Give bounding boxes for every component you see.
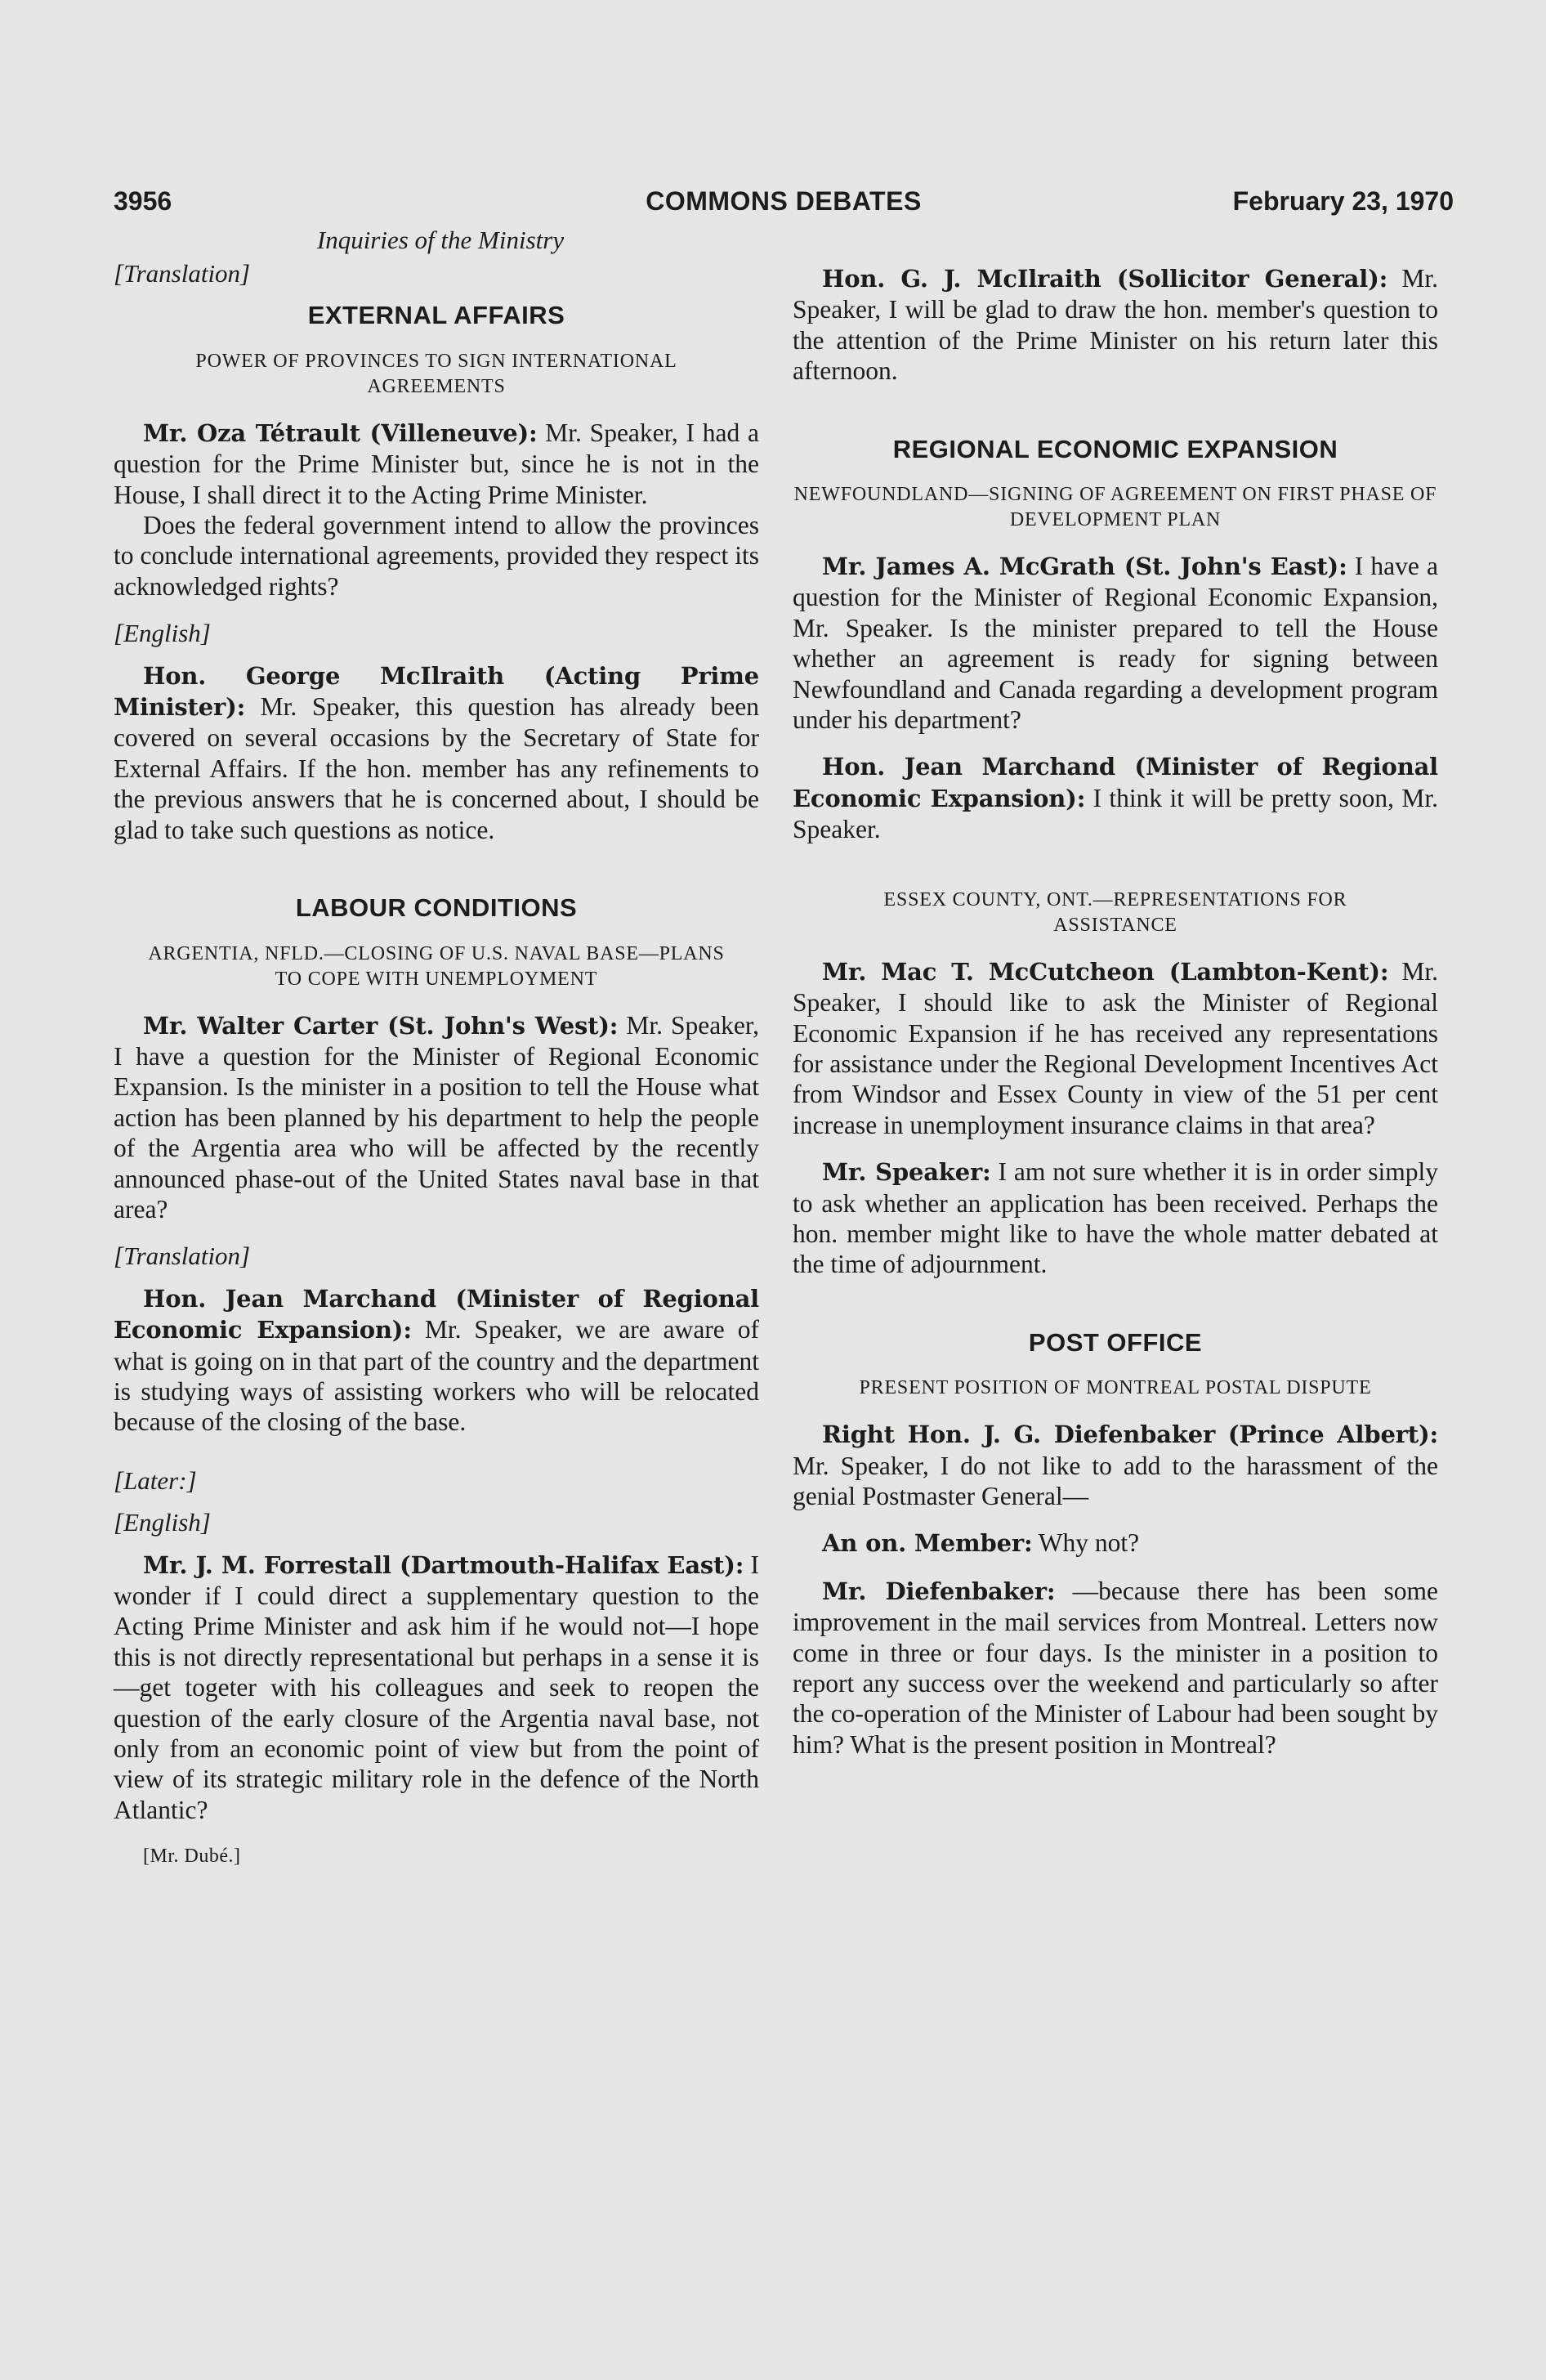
page-footer: [Mr. Dubé.] <box>143 1845 241 1868</box>
publication-title: COMMONS DEBATES <box>646 186 922 216</box>
paragraph <box>793 751 1438 844</box>
speaker-name: Mr. Walter Carter (St. John's West): <box>143 1011 619 1040</box>
paragraph-text: Does the federal government intend to allow the provinces to conclude international agreements, provided they respect its acknowledged rights? <box>114 511 759 601</box>
language-note: [English] <box>114 1508 211 1537</box>
paragraph-text: Mr. Speaker, we are aware of what is going on in that part of the country and the department is studying ways of assisting workers who will be relocated because of the closing of the base. <box>114 1315 760 1437</box>
paragraph-text: I think it will be pretty soon, Mr. Speaker. <box>793 783 1438 844</box>
page-number: 3956 <box>114 186 172 216</box>
paragraph <box>793 1576 1438 1760</box>
paragraph <box>114 1283 759 1438</box>
paragraph <box>114 1010 759 1225</box>
paragraph-text: Mr. Speaker, I had a question for the Prime Minister but, since he is not in the House, I shall direct it to the Acting Prime Minister. <box>114 418 759 509</box>
section-heading: LABOUR CONDITIONS <box>295 893 578 923</box>
paragraph <box>114 510 759 602</box>
speaker-name: Mr. Mac T. McCutcheon (Lambton-Kent): <box>822 957 1389 986</box>
paragraph <box>793 956 1438 1140</box>
paragraph-text: Mr. Speaker, I have a question for the Minister of Regional Economic Expansion. Is the minister in a position to tell the House what action has been planned by his department to help the people of the Argentia area who will be affected by the recently announced phase-out of the United States naval base in that area? <box>114 1010 760 1224</box>
speaker-name: Mr. J. M. Forrestall (Dartmouth-Halifax East): <box>143 1550 744 1579</box>
paragraph-text: Mr. Speaker, I do not like to add to the harassment of the genial Postmaster General— <box>793 1451 1438 1510</box>
section-heading: REGIONAL ECONOMIC EXPANSION <box>892 434 1338 463</box>
paragraph <box>793 1419 1438 1511</box>
speaker-name: Hon. George McIlraith (Acting Prime Minister): <box>114 661 759 722</box>
paragraph-text: I have a question for the Minister of Regional Economic Expansion, Mr. Speaker. Is the minister prepared to tell the House whether an agreement is ready for signing between Newfoundland and Canada regarding a development program under his department? <box>793 552 1439 735</box>
language-note: [English] <box>114 619 211 648</box>
paragraph-text: Why not? <box>1032 1528 1140 1558</box>
paragraph <box>793 1528 1438 1559</box>
paragraph <box>793 263 1438 387</box>
paragraph-text: Mr. Speaker, this question has already been covered on several occasions by the Secretary of State for External Affairs. If the hon. member has any refinements to the previous answers that he is concerned about, I should be glad to take such questions as notice. <box>114 692 759 844</box>
section-heading: POST OFFICE <box>1028 1327 1203 1357</box>
speaker-name: Right Hon. J. G. Diefenbaker (Prince Albert): <box>822 1420 1438 1449</box>
paragraph <box>793 1156 1438 1280</box>
speaker-name: Mr. Oza Tétrault (Villeneuve): <box>143 418 538 447</box>
speaker-name: Mr. Diefenbaker: <box>822 1577 1056 1605</box>
paragraph <box>114 418 759 510</box>
paragraph-text: Mr. Speaker, I should like to ask the Minister of Regional Economic Expansion if he has received any representations for assistance under the Regional Development Incentives Act from Windsor and Essex County in view of the 51 per cent increase in unemployment insurance claims in that area? <box>793 956 1439 1139</box>
paragraph-text: I am not sure whether it is in order simply to ask whether an application has been received. Perhaps the hon. member might like to have the whole matter debated at the time of adjournment. <box>793 1157 1438 1279</box>
paragraph-text: I wonder if I could direct a supplementary question to the Acting Prime Minister and ask him if he would not—I hope this is not directly representational but perhaps in a sense it is—get togeter with his colleagues and seek to reopen the question of the early closure of the Argentia naval base, not only from an economic point of view but from the point of view of its strategic military role in the defence of the North Atlantic? <box>114 1550 759 1824</box>
paragraph <box>114 660 759 845</box>
speaker-name: Mr. James A. McGrath (St. John's East): <box>822 552 1347 581</box>
speaker-name: Mr. Speaker: <box>822 1158 991 1187</box>
language-note: [Later:] <box>114 1465 197 1495</box>
running-head: Inquiries of the Ministry <box>316 226 565 254</box>
section-heading: EXTERNAL AFFAIRS <box>307 301 565 330</box>
paragraph <box>114 1550 759 1826</box>
publication-date: February 23, 1970 <box>1232 186 1454 216</box>
language-note: [Translation] <box>114 1241 251 1271</box>
subheading: PRESENT POSITION OF MONTREAL POSTAL DISPUTE <box>859 1377 1372 1399</box>
paragraph-text: Mr. Speaker, I will be glad to draw the hon. member's question to the attention of the Prime Minister on his return later this afternoon. <box>793 264 1438 386</box>
speaker-name: Hon. Jean Marchand (Minister of Regional Economic Expansion): <box>793 753 1438 812</box>
subheading: ESSEX COUNTY, ONT.—REPRESENTATIONS FOR ASSISTANCE <box>883 888 1347 936</box>
paragraph <box>793 551 1438 735</box>
subheading: NEWFOUNDLAND—SIGNING OF AGREEMENT ON FIRST PHASE OF DEVELOPMENT PLAN <box>793 484 1437 531</box>
speaker-name: Hon. Jean Marchand (Minister of Regional Economic Expansion): <box>114 1284 759 1344</box>
language-note: [Translation] <box>114 259 251 288</box>
speaker-name: Hon. G. J. McIlraith (Sollicitor General): <box>822 265 1388 293</box>
paragraph-text: —because there has been some improvement in the mail services from Montreal. Letters now come in three or four days. Is the minister in a position to report any success over the weekend and particularly so after the co-operation of the Minister of Labour had been sought by him? What is the present position in Montreal? <box>793 1576 1438 1759</box>
subheading: POWER OF PROVINCES TO SIGN INTERNATIONAL AGREEMENTS <box>195 350 677 397</box>
page-header <box>114 186 1454 227</box>
speaker-name: An on. Member: <box>822 1529 1033 1558</box>
left-column <box>114 258 759 1872</box>
subheading: ARGENTIA, NFLD.—CLOSING OF U.S. NAVAL BASE—PLANS TO COPE WITH UNEMPLOYMENT <box>148 942 725 990</box>
right-column <box>793 258 1438 1776</box>
